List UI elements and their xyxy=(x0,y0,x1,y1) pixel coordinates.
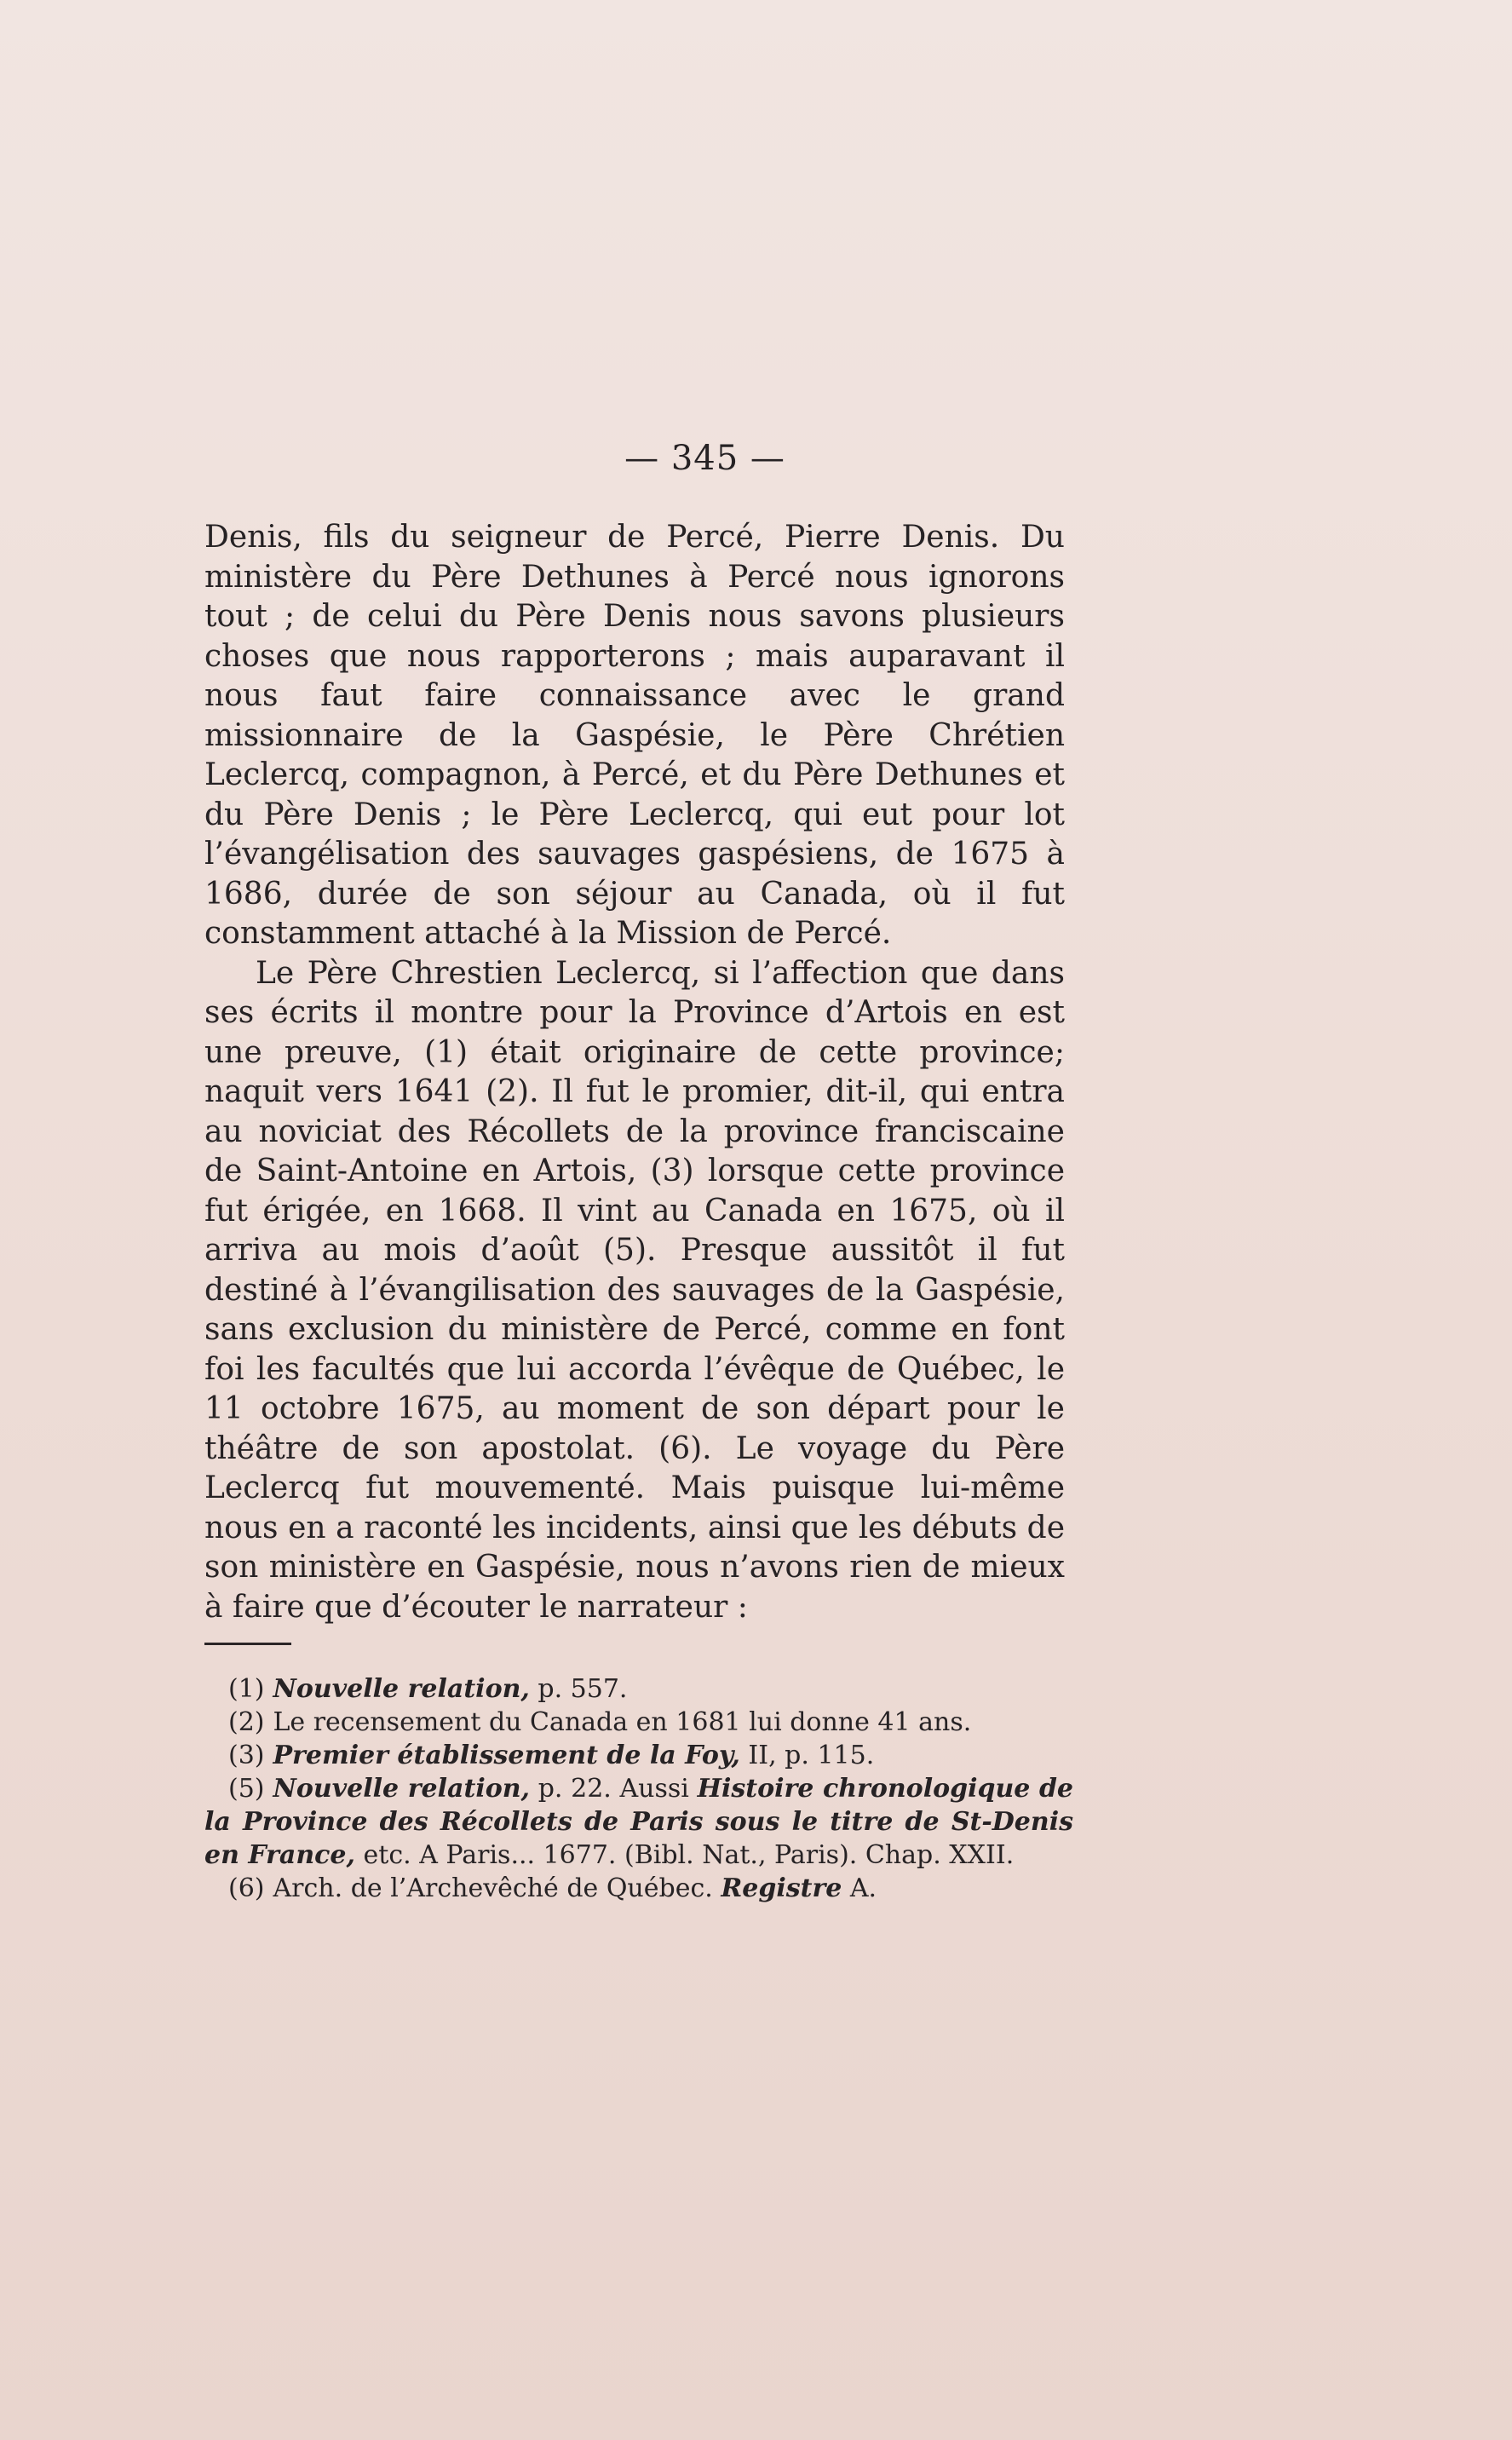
paragraph-leclercq: Le Père Chrestien Leclercq, si l’affection que dans ses écrits il montre pour la Province d’Artois en est une preuve, (1) était originaire de cette province; naquit vers 1641 (2). Il fut le promier, dit-il, qui entra au noviciat des Récollets de la province franciscaine de Saint-Antoine en Artois, (3) lorsque cette province fut érigée, en 1668. Il vint au Canada en 1675, où il arriva au mois d’août (5). Presque aussitôt il fut destiné à l’évangilisation des sauvages de la Gaspésie, sans exclusion du ministère de Percé, comme en font foi les facultés que lui accorda l’évêque de Québec, le 11 octobre 1675, au moment de son départ pour le théâtre de son apostolat. (6). Le voyage du Père Leclercq fut mouvementé. Mais puisque lui-même nous en a raconté les incidents, ainsi que les débuts de son ministère en Gaspésie, nous n’avons rien de mieux à faire que d’écouter le narrateur : xyxy=(204,955,1065,1625)
footnote-number: (6) xyxy=(228,1873,265,1903)
footnote-3 xyxy=(204,1739,1073,1772)
paragraph-continuation: Denis, fils du seigneur de Percé, Pierre Denis. Du ministère du Père Dethunes à Percé nous ignorons tout ; de celui du Père Denis nous savons plusieurs choses que nous rapporterons ; mais auparavant il nous faut faire connaissance avec le grand missionnaire de la Gaspésie, le Père Chrétien Leclercq, compagnon, à Percé, et du Père Dethunes et du Père Denis ; le Père Leclercq, qui eut pour lot l’évangélisation des sauvages gaspésiens, de 1675 à 1686, durée de son séjour au Canada, où il fut constamment attaché à la Mission de Percé. xyxy=(204,520,1065,951)
page-number: — 345 — xyxy=(624,439,785,478)
footnote-text: A. xyxy=(842,1873,877,1903)
footnote-text: Arch. de l’Archevêché de Québec. xyxy=(273,1873,722,1903)
footnote-1 xyxy=(204,1672,1073,1706)
footnote-2 xyxy=(204,1706,1073,1739)
footnote-number: (5) xyxy=(228,1774,265,1804)
footnote-6 xyxy=(204,1872,1073,1905)
footnote-title: Nouvelle relation, xyxy=(273,1774,530,1804)
footnote-number: (2) xyxy=(228,1707,265,1737)
footnote-text: p. 557. xyxy=(529,1674,628,1704)
footnote-number: (3) xyxy=(228,1741,265,1770)
footnotes xyxy=(204,1672,1073,1905)
footnote-title: Histoire chronologique de la Province des Récollets de Paris sous le titre de St-Denis en France, xyxy=(204,1774,1074,1870)
footnote-text: etc. A Paris... 1677. (Bibl. Nat., Paris). Chap. XXII. xyxy=(354,1840,1015,1870)
footnote-5 xyxy=(204,1772,1073,1872)
footnote-text: p. 22. Aussi xyxy=(530,1774,698,1804)
footnote-number: (1) xyxy=(228,1674,265,1704)
footnote-title: Premier établissement de la Foy, xyxy=(273,1741,740,1770)
footnote-title: Registre xyxy=(721,1873,842,1903)
footnote-title: Nouvelle relation, xyxy=(273,1674,530,1704)
footnote-text: Le recensement du Canada en 1681 lui donne 41 ans. xyxy=(273,1707,972,1737)
main-text xyxy=(204,518,1065,1627)
footnote-text: II, p. 115. xyxy=(739,1741,875,1770)
footnote-separator xyxy=(204,1643,291,1645)
